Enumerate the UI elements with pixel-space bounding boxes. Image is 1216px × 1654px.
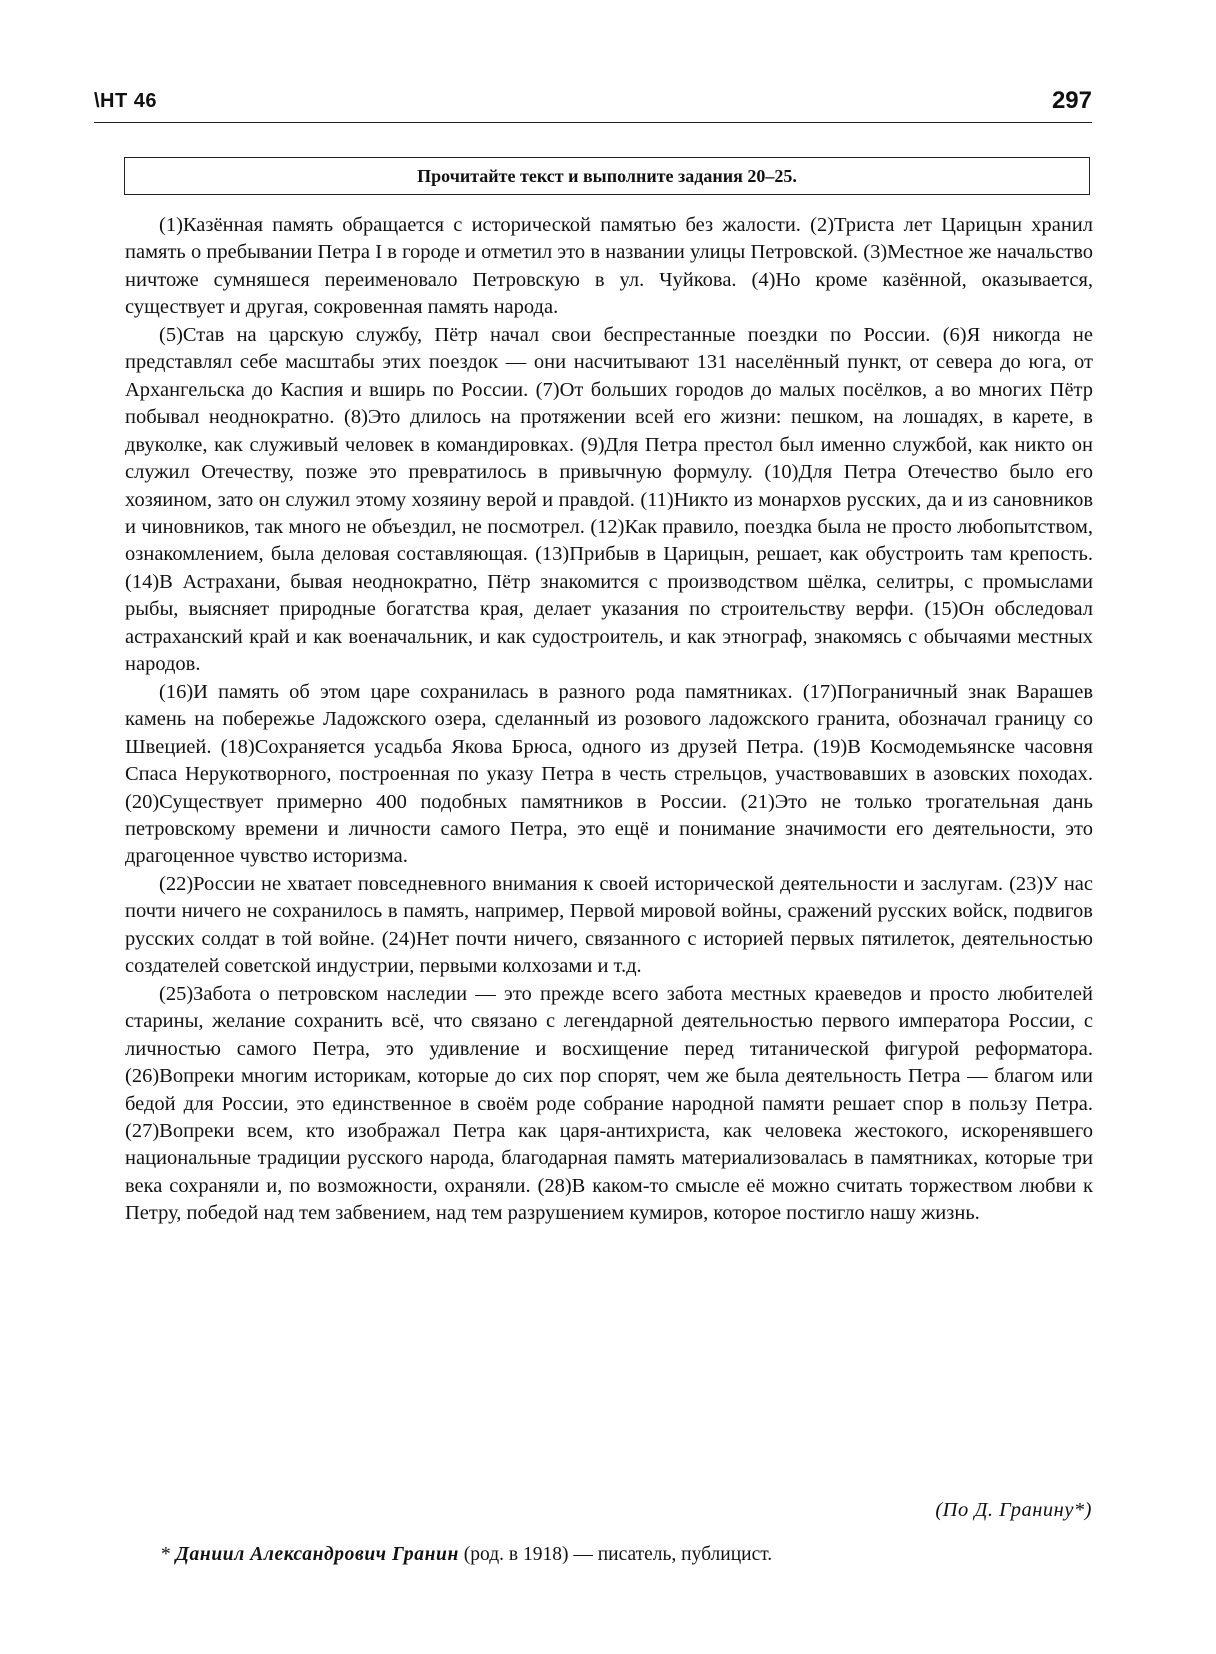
- paragraph: (25)Забота о петровском наследии — это прежде всего забота местных краеведов и просто любителей старины, желание сохранить всё, что связано с легендарной деятельностью первого императора России, с личностью самого Петра, это удивление и восхищение перед титанической фигурой реформатора. (26)Вопреки многим историкам, которые до сих пор спорят, чем же была деятельность Петра — благом или бедой для России, это единственное в своём роде собрание народной памяти решает спор в пользу Петра. (27)Вопреки всем, кто изображал Петра как царя-антихриста, как человека жестокого, искоренявшего национальные традиции русского народа, благодарная память материализовалась в памятниках, которые три века сохраняли и, по возможности, охраняли. (28)В каком-то смысле её можно считать торжеством любви к Петру, победой над тем забвением, над тем разрушением кумиров, которое постигло нашу жизнь.: [125, 982, 1093, 1225]
- main-text: [125, 212, 1093, 1228]
- page-number: 297: [1051, 87, 1092, 114]
- footnote: [161, 1544, 772, 1566]
- paragraph: (16)И память об этом царе сохранилась в разного рода памятниках. (17)Пограничный знак Варашев камень на побережье Ладожского озера, сделанный из розового ладожского гранита, обозначал границу со Швецией. (18)Сохраняется усадьба Якова Брюса, одного из друзей Петра. (19)В Космодемьянске часовня Спаса Нерукотворного, построенная по указу Петра в честь стрельцов, участвовавших в азовских походах. (20)Существует примерно 400 подобных памятников в России. (21)Это не только трогательная дань петровскому времени и личности самого Петра, это ещё и понимание значимости его деятельности, это драгоценное чувство историзма.: [125, 680, 1093, 868]
- footnote-marker: *: [161, 1544, 176, 1565]
- paragraph: (1)Казённая память обращается с исторической памятью без жалости. (2)Триста лет Царицын хранил память о пребывании Петра I в городе и отметил это в названии улицы Петровской. (3)Местное же начальство ничтоже сумняшеся переименовало Петровскую в ул. Чуйкова. (4)Но кроме казённой, оказывается, существует и другая, сокровенная память народа.: [125, 214, 1093, 319]
- paragraph: (22)России не хватает повседневного внимания к своей исторической деятельности и заслугам. (23)У нас почти ничего не сохранилось в память, например, Первой мировой войны, сражений русских войск, подвигов русских солдат в той войне. (24)Нет почти ничего, связанного с историей первых пятилеток, деятельностью создателей советской индустрии, первыми колхозами и т.д.: [125, 872, 1093, 978]
- task-instruction: Прочитайте текст и выполните задания 20–25.: [417, 166, 797, 186]
- running-title: \НТ 46: [94, 90, 158, 112]
- footnote-author: Даниил Александрович Гранин: [175, 1544, 459, 1565]
- footnote-details: (род. в 1918) — писатель, публицист.: [458, 1544, 773, 1565]
- paragraph: (5)Став на царскую службу, Пётр начал свои беспрестанные поездки по России. (6)Я никогда не представлял себе масштабы этих поездок — они насчитывают 131 населённый пункт, от севера до юга, от Архангельска до Каспия и вширь по России. (7)От больших городов до малых посёлков, а во многих Пётр побывал неоднократно. (8)Это длилось на протяжении всей его жизни: пешком, на лошадях, в карете, в двуколке, как служивый человек в командировках. (9)Для Петра престол был именно службой, как никто он служил Отечеству, позже это превратилось в привычную формулу. (10)Для Петра Отечество было его хозяином, зато он служил этому хозяину верой и правдой. (11)Никто из монархов русских, да и из сановников и чиновников, так много не объездил, не посмотрел. (12)Как правило, поездка была не просто любопытством, ознакомлением, была деловая составляющая. (13)Прибыв в Царицын, решает, как обустроить там крепость. (14)В Астрахани, бывая неоднократно, Пётр знакомится с производством шёлка, селитры, с промыслами рыбы, выясняет природные богатства края, делает указания по строительству верфи. (15)Он обследовал астраханский край и как военачальник, и как судостроитель, и как этнограф, знакомясь с обычаями местных народов.: [125, 323, 1093, 676]
- task-instruction-box: [124, 157, 1090, 195]
- page-header: [94, 86, 1092, 123]
- source-attribution: (По Д. Гранину*): [935, 1499, 1092, 1521]
